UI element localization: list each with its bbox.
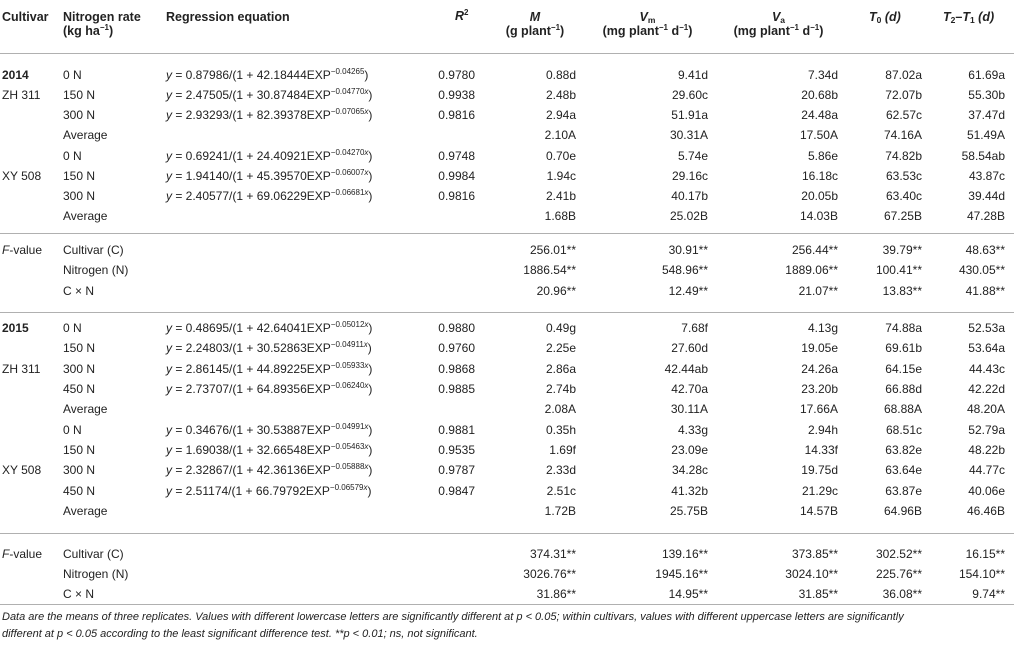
m-cell: 20.96** [536, 284, 576, 298]
nitrogen-rate-cell: 150 N [63, 443, 96, 457]
m-cell: 2.08A [544, 402, 576, 416]
va-cell: 7.34d [807, 68, 838, 82]
t21-cell: 43.87c [968, 169, 1005, 183]
m-cell: 0.35h [545, 423, 576, 437]
table-row [0, 443, 1014, 459]
m-cell: 2.48b [545, 88, 576, 102]
t0-cell: 63.53c [885, 169, 922, 183]
m-cell: 0.70e [545, 149, 576, 163]
vm-cell: 7.68f [681, 321, 708, 335]
t0-cell: 64.96B [883, 504, 922, 518]
r2-cell: 0.9938 [438, 88, 475, 102]
t0-cell: 72.07b [885, 88, 922, 102]
nitrogen-rate-cell: 300 N [63, 463, 96, 477]
regression-equation-cell: $y = 1.69038/(1 + 32.66548EXP^{-0.05463x})$ [166, 442, 373, 457]
table-row [0, 68, 1014, 84]
va-cell: 19.05e [801, 341, 838, 355]
regression-equation-cell: $y = 2.93293/(1 + 82.39378EXP^{-0.07065x})$ [166, 107, 373, 122]
table-footnote [2, 609, 1010, 643]
nitrogen-rate-cell: Average [63, 402, 108, 416]
r2-cell: 0.9881 [438, 423, 475, 437]
table-row [0, 284, 1014, 300]
m-cell: 1.94c [546, 169, 576, 183]
regression-equation-cell: $y = 0.48695/(1 + 42.64041EXP^{-0.05012x})$ [166, 320, 373, 335]
nitrogen-rate-cell: Average [63, 128, 108, 142]
nitrogen-rate-cell: 0 N [63, 149, 82, 163]
m-cell: 2.10A [544, 128, 576, 142]
vm-cell: 34.28c [671, 463, 708, 477]
t21-cell: 41.88** [965, 284, 1005, 298]
m-cell: 0.49g [545, 321, 576, 335]
t0-cell: 69.61b [885, 341, 922, 355]
t21-cell: 47.28B [966, 209, 1005, 223]
nitrogen-rate-cell: Cultivar (C) [63, 547, 124, 561]
r2-cell: 0.9748 [438, 149, 475, 163]
m-cell: 2.41b [545, 189, 576, 203]
m-cell: 3026.76** [523, 567, 576, 581]
nitrogen-rate-cell: 450 N [63, 484, 96, 498]
vm-cell: 29.16c [671, 169, 708, 183]
nitrogen-rate-cell: Cultivar (C) [63, 243, 124, 257]
year-or-stat-label: F-value [2, 547, 43, 561]
table-row [0, 243, 1014, 259]
cultivar-label: ZH 311 [2, 362, 41, 376]
nitrogen-rate-cell: Average [63, 209, 108, 223]
regression-equation-cell: $y = 2.51174/(1 + 66.79792EXP^{-0.06579x})$ [166, 483, 372, 498]
section-rule-2 [0, 312, 1014, 313]
nitrogen-rate-cell: 0 N [63, 321, 82, 335]
regression-equation-cell: $y = 2.47505/(1 + 30.87484EXP^{-0.04770x})$ [166, 87, 373, 102]
va-cell: 17.66A [799, 402, 838, 416]
va-cell: 4.13g [807, 321, 838, 335]
va-cell: 16.18c [801, 169, 838, 183]
vm-cell: 41.32b [671, 484, 708, 498]
header-va: $V_a$ (mg plant$^{-1}$ $d^{-1}$) [733, 10, 824, 38]
t0-cell: 302.52** [875, 547, 922, 561]
header-cultivar: Cultivar [2, 10, 49, 24]
section-rule-3 [0, 533, 1014, 534]
t21-cell: 154.10** [958, 567, 1005, 581]
table-row [0, 567, 1014, 583]
t21-cell: 44.43c [968, 362, 1005, 376]
m-cell: 374.31** [529, 547, 576, 561]
m-cell: 1886.54** [523, 263, 576, 277]
r2-cell: 0.9984 [438, 169, 475, 183]
m-cell: 2.74b [545, 382, 576, 396]
nitrogen-rate-cell: C × N [63, 284, 95, 298]
t21-cell: 16.15** [965, 547, 1005, 561]
t21-cell: 44.77c [968, 463, 1005, 477]
regression-equation-cell: $y = 2.73707/(1 + 64.89356EXP^{-0.06240x})$ [166, 381, 373, 396]
vm-cell: 23.09e [671, 443, 708, 457]
va-cell: 23.20b [801, 382, 838, 396]
table-row [0, 547, 1014, 563]
t21-cell: 9.74** [972, 587, 1005, 601]
regression-equation-cell: $y = 0.87986/(1 + 42.18444EXP^{-0.04265})$ [166, 67, 369, 82]
t21-cell: 48.22b [968, 443, 1005, 457]
table-row [0, 189, 1014, 205]
nitrogen-rate-cell: 300 N [63, 362, 96, 376]
table-row [0, 209, 1014, 225]
m-cell: 0.88d [545, 68, 576, 82]
t0-cell: 74.82b [885, 149, 922, 163]
nitrogen-rate-cell: 300 N [63, 108, 96, 122]
cultivar-label: XY 508 [2, 463, 42, 477]
vm-cell: 25.02B [669, 209, 708, 223]
vm-cell: 42.44ab [664, 362, 708, 376]
regression-equation-cell: $y = 0.34676/(1 + 30.53887EXP^{-0.04991x})$ [166, 422, 373, 437]
va-cell: 373.85** [791, 547, 838, 561]
header-r2: $R^2$ [455, 7, 469, 23]
va-cell: 19.75d [801, 463, 838, 477]
va-cell: 256.44** [791, 243, 838, 257]
vm-cell: 25.75B [669, 504, 708, 518]
nitrogen-rate-cell: 450 N [63, 382, 96, 396]
table-row [0, 169, 1014, 185]
table-bottom-rule [0, 604, 1014, 605]
nitrogen-rate-cell: 0 N [63, 423, 82, 437]
nitrogen-rate-cell: 300 N [63, 189, 96, 203]
vm-cell: 12.49** [668, 284, 708, 298]
table-row [0, 463, 1014, 479]
footnote-line-1: Data are the means of three replicates. Values with different lowercase letters are significantly different at p < 0.05; within cultivars, values with different uppercase letters are significantly [2, 611, 904, 623]
t0-cell: 39.79** [882, 243, 922, 257]
nitrogen-rate-cell: Nitrogen (N) [63, 567, 129, 581]
vm-cell: 40.17b [671, 189, 708, 203]
r2-cell: 0.9787 [438, 463, 475, 477]
regression-equation-cell: $y = 1.94140/(1 + 45.39570EXP^{-0.06007x})$ [166, 168, 373, 183]
t0-cell: 63.82e [885, 443, 922, 457]
vm-cell: 5.74e [677, 149, 708, 163]
t21-cell: 48.63** [965, 243, 1005, 257]
header-t2-t1: $T_2-T_1$ (d) [943, 10, 995, 25]
nitrogen-rate-cell: 0 N [63, 68, 82, 82]
table-row [0, 382, 1014, 398]
r2-cell: 0.9816 [438, 189, 475, 203]
t0-cell: 68.51c [885, 423, 922, 437]
m-cell: 2.33d [545, 463, 576, 477]
header-vm: $V_m$ (mg plant$^{-1}$ $d^{-1}$) [602, 10, 693, 38]
t21-cell: 37.47d [968, 108, 1005, 122]
t21-cell: 61.69a [968, 68, 1005, 82]
va-cell: 5.86e [807, 149, 838, 163]
header-rule [0, 53, 1014, 54]
va-cell: 3024.10** [785, 567, 838, 581]
vm-cell: 30.31A [669, 128, 708, 142]
m-cell: 31.86** [536, 587, 576, 601]
t0-cell: 68.88A [883, 402, 922, 416]
m-cell: 2.94a [545, 108, 576, 122]
vm-cell: 27.60d [671, 341, 708, 355]
m-cell: 1.68B [544, 209, 576, 223]
t0-cell: 100.41** [875, 263, 922, 277]
r2-cell: 0.9760 [438, 341, 475, 355]
r2-cell: 0.9535 [438, 443, 475, 457]
regression-equation-cell: $y = 2.86145/(1 + 44.89225EXP^{-0.05933x})$ [166, 361, 373, 376]
t21-cell: 52.53a [968, 321, 1005, 335]
table-row [0, 402, 1014, 418]
year-or-stat-label: 2014 [2, 68, 29, 82]
va-cell: 31.85** [798, 587, 838, 601]
table-row [0, 423, 1014, 439]
r2-cell: 0.9868 [438, 362, 475, 376]
year-or-stat-label: F-value [2, 243, 43, 257]
nitrogen-rate-cell: Average [63, 504, 108, 518]
m-cell: 1.69f [549, 443, 576, 457]
vm-cell: 30.91** [668, 243, 708, 257]
t21-cell: 40.06e [968, 484, 1005, 498]
va-cell: 21.07** [798, 284, 838, 298]
m-cell: 2.86a [545, 362, 576, 376]
m-cell: 2.25e [545, 341, 576, 355]
t21-cell: 46.46B [966, 504, 1005, 518]
t21-cell: 52.79a [968, 423, 1005, 437]
t21-cell: 58.54ab [961, 149, 1005, 163]
year-or-stat-label: 2015 [2, 321, 29, 335]
nitrogen-rate-cell: C × N [63, 587, 95, 601]
t0-cell: 64.15e [885, 362, 922, 376]
t21-cell: 55.30b [968, 88, 1005, 102]
nitrogen-rate-cell: 150 N [63, 341, 96, 355]
cultivar-label: XY 508 [2, 169, 42, 183]
r2-cell: 0.9847 [438, 484, 475, 498]
t0-cell: 66.88d [885, 382, 922, 396]
regression-equation-cell: $y = 2.32867/(1 + 42.36136EXP^{-0.05888x})$ [166, 462, 373, 477]
table-row [0, 149, 1014, 165]
t0-cell: 62.57c [885, 108, 922, 122]
t0-cell: 13.83** [882, 284, 922, 298]
vm-cell: 548.96** [661, 263, 708, 277]
table-row [0, 504, 1014, 520]
t21-cell: 51.49A [966, 128, 1005, 142]
va-cell: 14.57B [799, 504, 838, 518]
header-regression-equation: Regression equation [166, 10, 290, 24]
va-cell: 14.03B [799, 209, 838, 223]
t21-cell: 48.20A [966, 402, 1005, 416]
vm-cell: 42.70a [671, 382, 708, 396]
t21-cell: 39.44d [968, 189, 1005, 203]
table-row [0, 587, 1014, 603]
vm-cell: 1945.16** [655, 567, 708, 581]
t0-cell: 67.25B [883, 209, 922, 223]
va-cell: 1889.06** [785, 263, 838, 277]
t0-cell: 63.64e [885, 463, 922, 477]
regression-equation-cell: $y = 0.69241/(1 + 24.40921EXP^{-0.04270x})$ [166, 148, 373, 163]
cultivar-label: ZH 311 [2, 88, 41, 102]
section-rule-1 [0, 233, 1014, 234]
va-cell: 20.68b [801, 88, 838, 102]
va-cell: 14.33f [804, 443, 838, 457]
nitrogen-rate-cell: Nitrogen (N) [63, 263, 129, 277]
t0-cell: 87.02a [885, 68, 922, 82]
table-row [0, 263, 1014, 279]
table-header [0, 0, 1014, 52]
nitrogen-rate-cell: 150 N [63, 169, 96, 183]
table-row [0, 128, 1014, 144]
regression-equation-cell: $y = 2.40577/(1 + 69.06229EXP^{-0.06681x})$ [166, 188, 373, 203]
t0-cell: 74.88a [885, 321, 922, 335]
va-cell: 24.26a [801, 362, 838, 376]
t21-cell: 430.05** [958, 263, 1005, 277]
va-cell: 24.48a [801, 108, 838, 122]
t0-cell: 63.87e [885, 484, 922, 498]
header-nitrogen-rate: Nitrogen rate (kg $ha^{-1}$) [63, 10, 141, 38]
vm-cell: 4.33g [677, 423, 708, 437]
nitrogen-rate-cell: 150 N [63, 88, 96, 102]
r2-cell: 0.9780 [438, 68, 475, 82]
header-t0: $T_0$ (d) [869, 10, 901, 25]
regression-equation-cell: $y = 2.24803/(1 + 30.52863EXP^{-0.04911x})$ [166, 340, 372, 355]
r2-cell: 0.9816 [438, 108, 475, 122]
r2-cell: 0.9880 [438, 321, 475, 335]
vm-cell: 51.91a [671, 108, 708, 122]
t0-cell: 225.76** [875, 567, 922, 581]
vm-cell: 29.60c [671, 88, 708, 102]
header-m: M (g plant$^{-1}$) [505, 10, 565, 38]
table-row [0, 362, 1014, 378]
va-cell: 2.94h [807, 423, 838, 437]
r2-cell: 0.9885 [438, 382, 475, 396]
table-row [0, 484, 1014, 500]
vm-cell: 30.11A [670, 402, 708, 416]
vm-cell: 139.16** [661, 547, 708, 561]
t21-cell: 42.22d [968, 382, 1005, 396]
va-cell: 20.05b [801, 189, 838, 203]
t0-cell: 36.08** [882, 587, 922, 601]
table-row [0, 108, 1014, 124]
table-row [0, 88, 1014, 104]
t21-cell: 53.64a [968, 341, 1005, 355]
footnote-line-2: different at p < 0.05 according to the least significant difference test. **p < 0.01; ns, not significant. [2, 628, 478, 640]
t0-cell: 74.16A [883, 128, 922, 142]
va-cell: 17.50A [799, 128, 838, 142]
vm-cell: 9.41d [677, 68, 708, 82]
t0-cell: 63.40c [885, 189, 922, 203]
table-row [0, 321, 1014, 337]
table-row [0, 341, 1014, 357]
va-cell: 21.29c [801, 484, 838, 498]
m-cell: 2.51c [546, 484, 576, 498]
m-cell: 256.01** [529, 243, 576, 257]
m-cell: 1.72B [544, 504, 576, 518]
vm-cell: 14.95** [668, 587, 708, 601]
